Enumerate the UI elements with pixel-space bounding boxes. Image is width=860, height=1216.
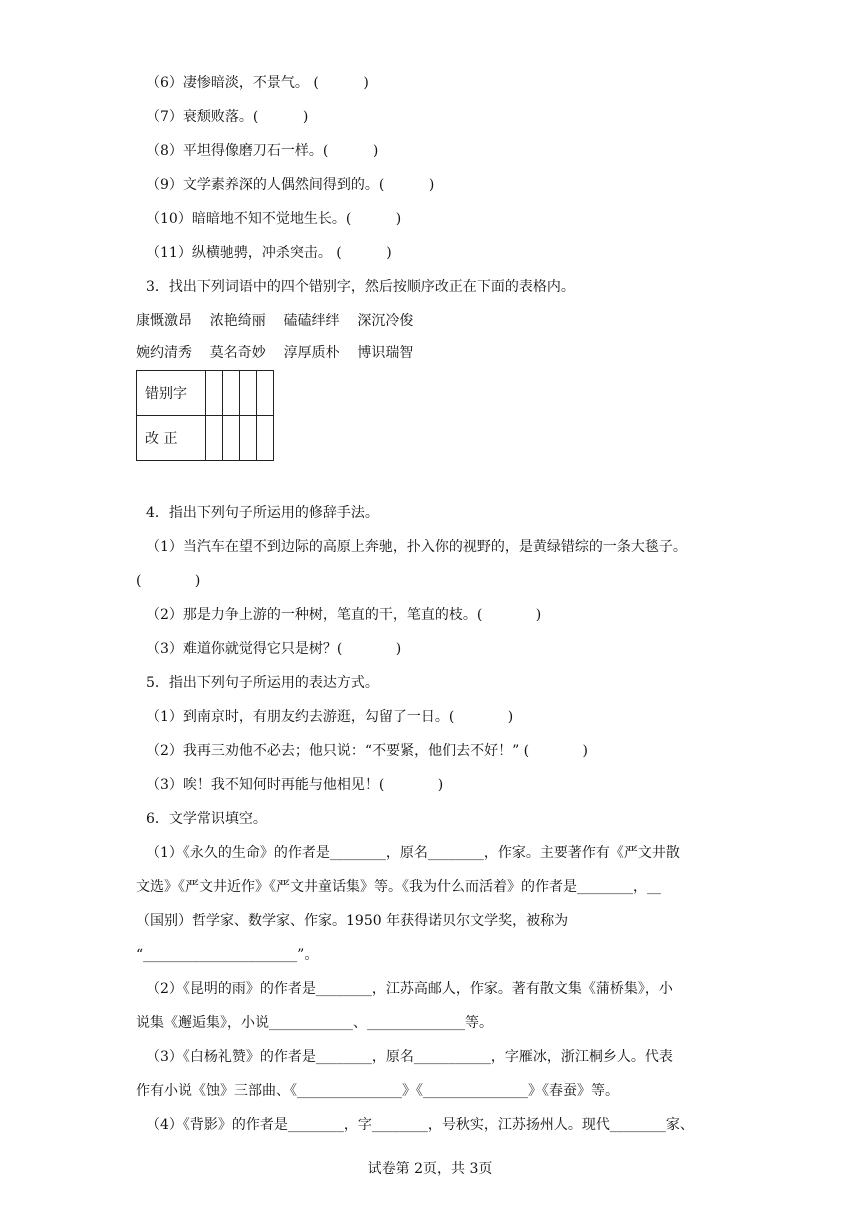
q4-item-1-blank: ( ) [136,573,201,589]
question-4-title: 4．指出下列句子所运用的修辞手法。 [146,505,379,521]
question-5-title: 5．指出下列句子所运用的表达方式。 [146,675,379,691]
q6-line-5: （2）《昆明的雨》的作者是________，江苏高邮人，作家。著有散文集《蒲桥集》，小 [146,981,673,997]
answer-cell[interactable] [223,416,240,461]
table-row [137,416,274,461]
answer-cell[interactable] [257,371,274,416]
typo-header: 错别字 [137,371,206,416]
item-9: （9）文学素养深的人偶然间得到的。( ) [146,177,435,193]
question-6-title: 6．文学常识填空。 [146,811,267,827]
word-list-line-1: 康慨激昂 浓艳绮丽 磕磕绊绊 深沉冷俊 [136,313,414,329]
page-footer: 试卷第 2页，共 3页 [367,1161,493,1177]
answer-cell[interactable] [206,416,223,461]
q6-line-2: 文选》《严文井近作》《严文井童话集》等。《我为什么而活着》的作者是________，__ [136,879,661,895]
q6-line-1: （1）《永久的生命》的作者是________，原名________，作家。主要著作有《严文井散 [146,845,680,861]
q4-item-3: （3）难道你就觉得它只是树？( ) [146,641,402,657]
q6-line-9: （4）《背影》的作者是________，字________，号秋实，江苏扬州人。现代________家、 [146,1117,694,1133]
item-11: （11）纵横驰骋，冲杀突击。 ( ) [146,245,392,261]
answer-cell[interactable] [206,371,223,416]
correction-table [136,370,274,461]
answer-cell[interactable] [257,416,274,461]
item-8: （8）平坦得像磨刀石一样。( ) [146,143,379,159]
q4-item-2: （2）那是力争上游的一种树，笔直的干，笔直的枝。( ) [146,607,542,623]
correction-header: 改 正 [137,416,206,461]
q6-line-7: （3）《白杨礼赞》的作者是________，原名___________，字雁冰，浙江桐乡人。代表 [146,1049,673,1065]
answer-cell[interactable] [240,371,257,416]
item-10: （10）暗暗地不知不觉地生长。( ) [146,211,402,227]
q5-item-3: （3）唉！我不知何时再能与他相见！( ) [146,777,444,793]
q6-line-4: “______________________”。 [136,947,319,963]
q5-item-2: （2）我再三劝他不必去；他只说：“不要紧，他们去不好！” ( ) [146,743,588,759]
item-7: （7）衰颓败落。( ) [146,109,309,125]
q6-line-8: 作有小说《蚀》三部曲、《_______________》《_______________》《春蚕》等。 [136,1083,619,1099]
item-6: （6）凄惨暗淡，不景气。 ( ) [146,75,369,91]
answer-cell[interactable] [223,371,240,416]
question-3-title: 3．找出下列词语中的四个错别字，然后按顺序改正在下面的表格内。 [146,279,575,295]
q5-item-1: （1）到南京时，有朋友约去游逛，勾留了一日。( ) [146,709,514,725]
table-row [137,371,274,416]
q4-item-1: （1）当汽车在望不到边际的高原上奔驰，扑入你的视野的，是黄绿错综的一条大毯子。 [146,539,687,555]
answer-cell[interactable] [240,416,257,461]
q6-line-6: 说集《邂逅集》，小说____________、______________等。 [136,1015,493,1031]
q6-line-3: （国别）哲学家、数学家、作家。1950 年获得诺贝尔文学奖，被称为 [136,913,569,929]
word-list-line-2: 婉约清秀 莫名奇妙 淳厚质朴 博识瑞智 [136,345,414,361]
